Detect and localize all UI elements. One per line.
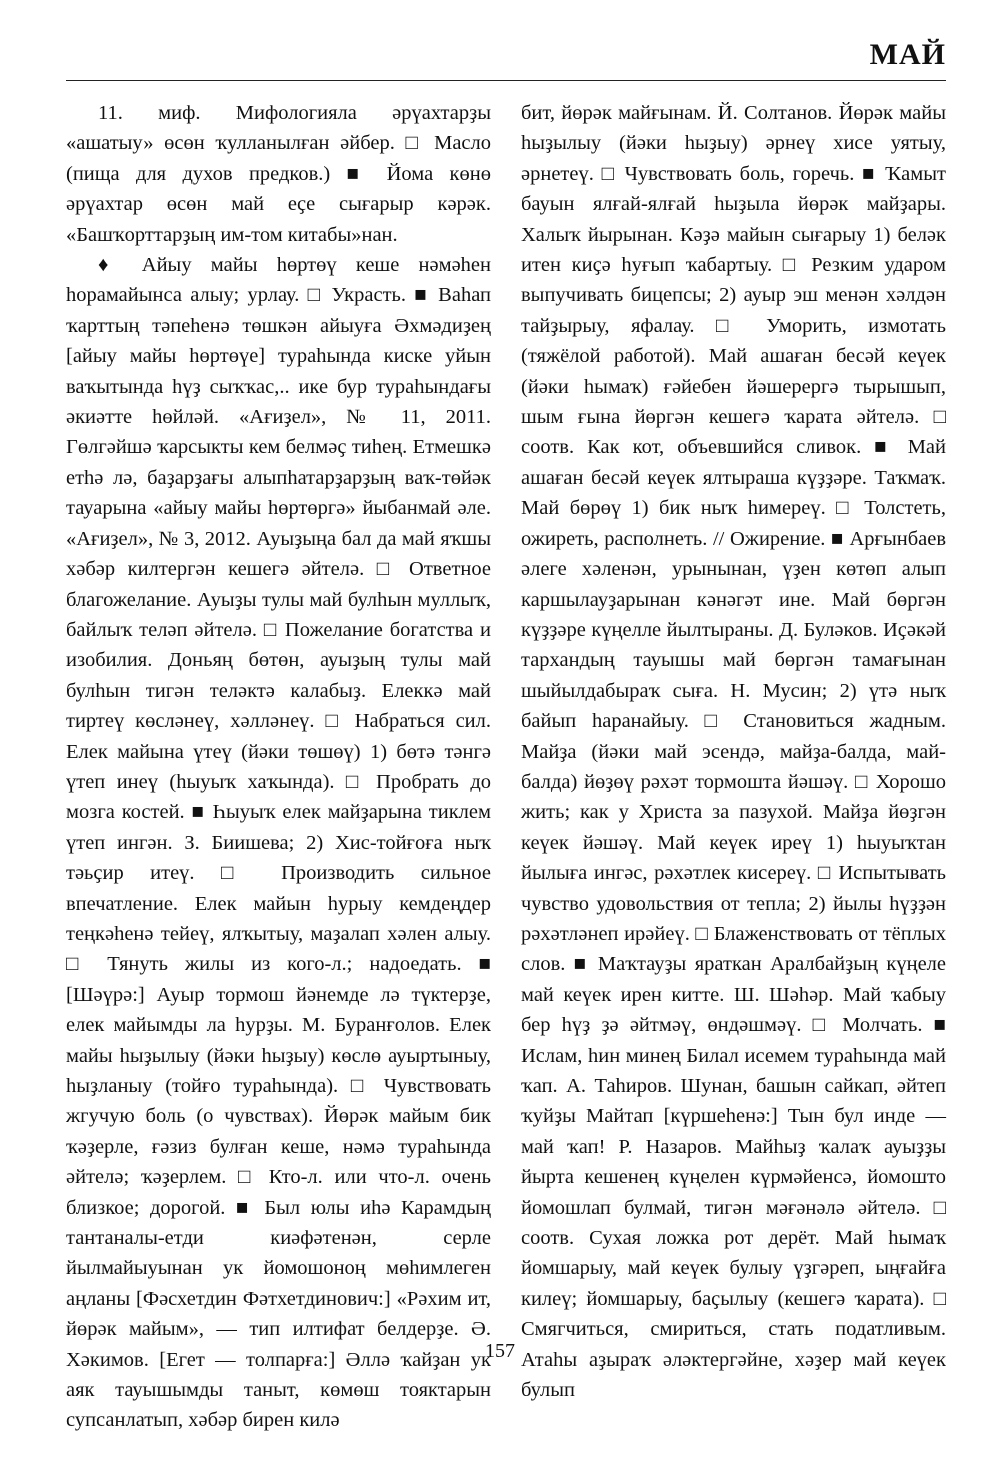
left-entry-sense-11: 11. миф. Мифологияла әрүахтарҙы «ашатыу» өсөн ҡулланылған әйбер. □ Масло (пища для духов предков.) ■ Йома көнө әрүахтар өсөн май еҫе сығарыр кәрәк. «Башҡорттарҙың им-том китабы»нан. bbox=[66, 102, 491, 246]
page-number: 157 bbox=[485, 1340, 515, 1362]
running-headword: МАЙ bbox=[869, 38, 946, 71]
page-header bbox=[66, 38, 946, 78]
right-column bbox=[521, 98, 946, 1405]
left-entry-idioms: ♦ Айыу майы һөртөү кеше нәмәһен һорамайынса алыу; урлау. □ Украсть. ■ Ваһап ҡарттың тәпеһенә төшкән айыуға Әхмәдиҙең [айыу майы һөртөүе] тураһында киске уйын ваҡытында һүҙ сыҡҡас,.. ике бур тураһындағы әкиәтте һөйләй. «Ағиҙел», № 11, 2011. Гөлгәйшә ҡарсыкты кем белмәҫ тиһең. Етмешкә етһә лә, баҙарҙағы алыпһатарҙарҙың ваҡ-төйәк тауарына «айыу майы һөртөргә» йыбанмай әле. «Ағиҙел», № 3, 2012. Ауыҙыңа бал да май яҡшы хәбәр килтергән кешегә әйтелә. □ Ответное благожелание. Ауыҙы тулы май булһын муллыҡ, байлыҡ теләп әйтелә. □ Пожелание богатства и изобилия. Доньяң бөтөн, ауыҙың тулы май булһын тигән теләктә калабыҙ. Елеккә май тиртеү көсләнеү, хәлләнеү. □ Набраться сил. Елек майына үтеү (йәки төшөү) 1) бөтә тәнгә үтеп инеү (һыуыҡ хаҡында). □ Пробрать до мозга костей. ■ Һыуыҡ елек майҙарына тиклем үтеп ингән. З. Биишева; 2) Хис-тойғоға ныҡ тәьҫир итеү. □ Производить сильное впечатление. Елек майын һурыу кемдеңдер теңкәһенә тейеү, ялҡытыу, маҙалап хәлен алыу. □ Тянуть жилы из кого-л.; надоедать. ■ [Шәүрә:] Ауыр тормош йәнемде лә түктерҙе, елек майымды ла һурҙы. М. Буранғолов. Елек майы һыҙылыу (йәки һыҙыу) көслө ауыртыныу, һыҙланыу (тойғо тураһында). □ Чувствовать жгучую боль (о чувствах). Йөрәк майым бик ҡәҙерле, ғәзиз булған кеше, нәмә тураһында әйтелә; ҡәҙерлем. □ Кто-л. или что-л. очень близкое; дорогой. ■ Был юлы иһә Карамдың тантаналы-етди киәфәтенән, серле йылмайыуынан ук йомошоноң мөһимлеген аңланы [Фәсхетдин Фәтхетдинович:] «Рәхим ит, йөрәк майым», — тип илтифат белдерҙе. Ә. Хәкимов. [Егет — толпарға:] Әллә ҡайҙан ук аяк тауышымды таныт, көмөш тояктарын супсанлатып, хәбәр бирен килә bbox=[66, 254, 491, 1432]
right-entry-continuation: бит, йөрәк майғынам. Й. Солтанов. Йөрәк майы һыҙылыу (йәки һыҙыу) әрнеү хисе уятыу, әрнетеү. □ Чувствовать боль, горечь. ■ Ҡамыт бауын ялғай-ялғай һыҙыла йөрәк майҙары. Халыҡ йырынан. Кәҙә майын сығарыу 1) беләк итен киҫә һуғып ҡабартыу. □ Резким ударом выпучивать бицепсы; 2) ауыр эш менән хәлдән тайҙырыу, яфалау. □ Уморить, измотать (тяжёлой работой). Май ашаған бесәй кеүек (йәки һымаҡ) ғәйебен йәшерергә тырышып, шым ғына йөргән кешегә ҡарата әйтелә. □ соотв. Как кот, объевшийся сливок. ■ Май ашаған бесәй кеүек ялтыраша күҙҙәре. Таҡмаҡ. Май бөрөү 1) бик ныҡ һимереү. □ Толстеть, ожиреть, располнеть. // Ожирение. ■ Арғынбаев әлеге хәленән, урынынан, үҙен көтөп алып каршылауҙарынан кәнәгәт ине. Май бөргән күҙҙәре күңелле йылтыраны. Д. Буләков. Иҫәкәй тархандың тауышы май бөргән тамағынан шыйылдабыраҡ сыға. Н. Мусин; 2) үтә ныҡ байып һаранайыу. □ Становиться жадным. Майҙа (йәки май эсендә, майҙа-балда, май-балда) йөҙөү рәхәт тормошта йәшәү. □ Хорошо жить; как у Христа за пазухой. Майҙа йөҙгән кеүек йәшәү. Май кеүек иреү 1) һыуыҡтан йылыға ингәс, рәхәтлек кисереү. □ Испытывать чувство удовольствия от тепла; 2) йылы һүҙҙән рәхәтләнеп ирәйеү. □ Блаженствовать от тёплых слов. ■ Маҡтауҙы яраткан Аралбайҙың күңеле май кеүек ирен китте. Ш. Шәһәр. Май ҡабыу бер һүҙ ҙә әйтмәү, өндәшмәү. □ Молчать. ■ Ислам, һин минең Билал исемем тураһында май ҡап. А. Таһиров. Шунан, башын сайкап, әйтеп ҡуйҙы Майтап [күршеһенә:] Тын бул инде — май ҡап! Р. Назаров. Майһыҙ ҡалаҡ ауыҙҙы йырта кешенең күңелен күрмәйенсә, йомошто йомошлап булмай, тигән мәғәнәлә әйтелә. □ соотв. Сухая ложка рот дерёт. Май һымаҡ йомшарыу, май кеүек булыу үҙгәреп, ыңғайға килеү; йомшарыу, баҫылыу (кешегә ҡарата). □ Смягчиться, смириться, стать податливым. Атаһы аҙыраҡ әләктергәйне, хәҙер май кеүек булып bbox=[521, 102, 946, 1402]
header-rule bbox=[66, 80, 946, 81]
left-column bbox=[66, 98, 491, 1436]
